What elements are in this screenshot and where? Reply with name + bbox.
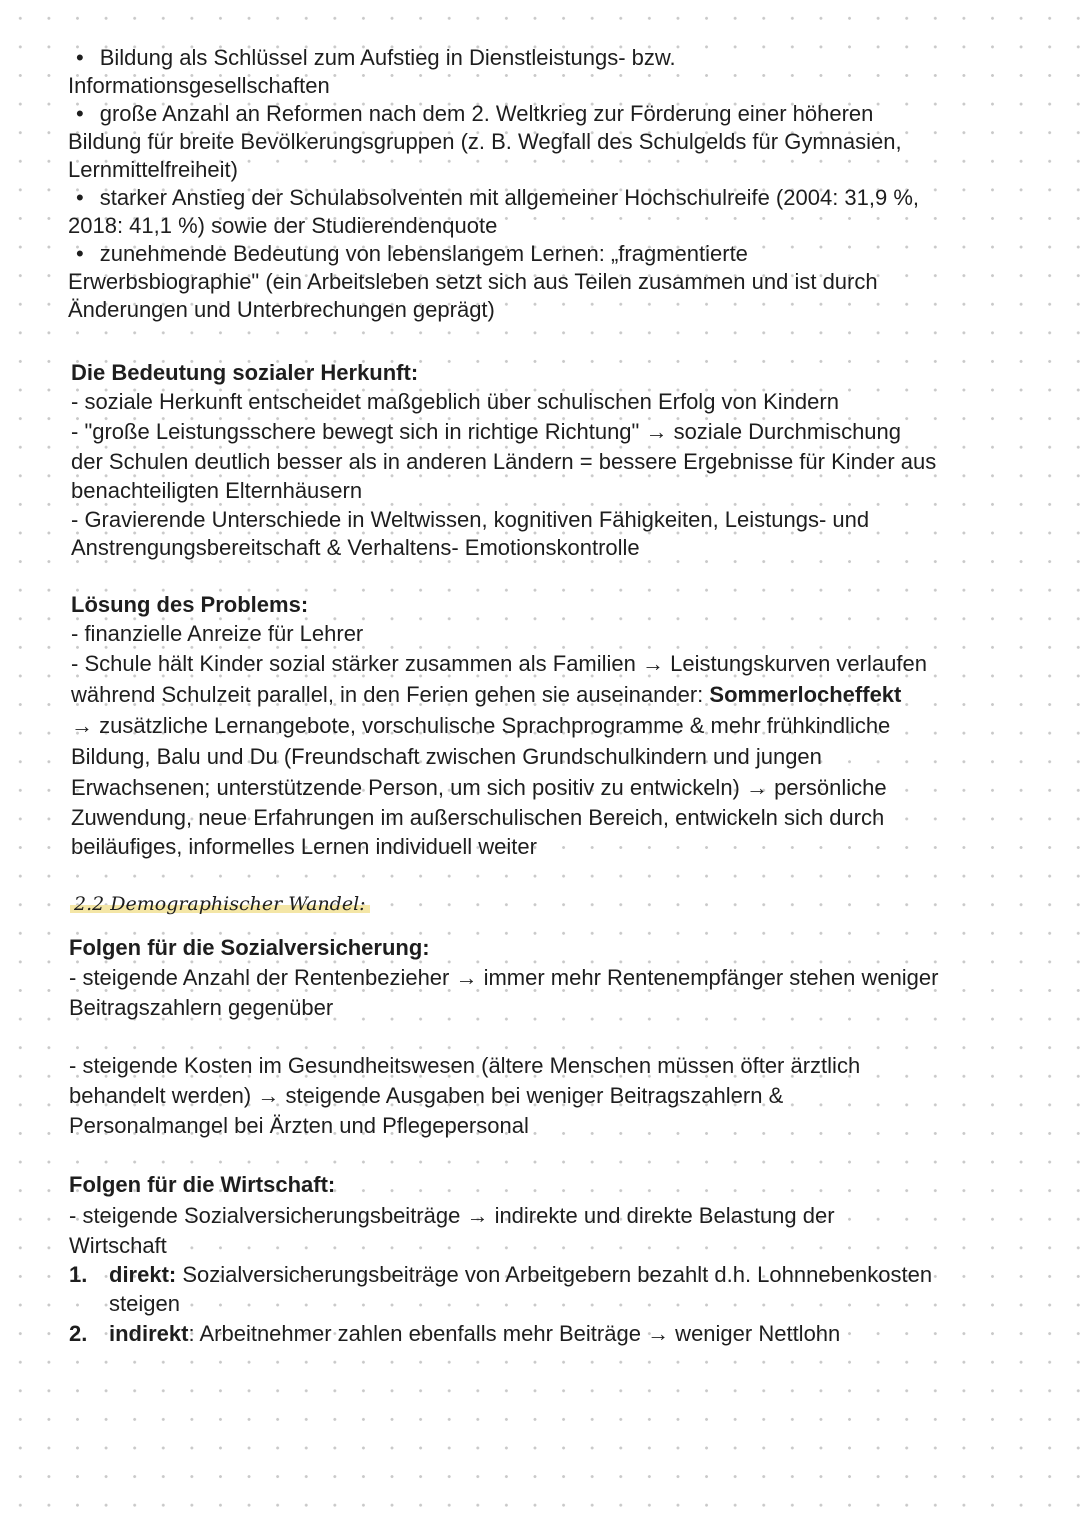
wirtschaft-line-1: - steigende Sozialversicherungsbeiträge → indirekte und direkte Belastung der — [69, 1203, 835, 1228]
bullet-1-line-1 — [76, 44, 676, 72]
loesung-heading: Lösung des Problems: — [71, 592, 309, 617]
bullet-1-line-2: Informationsgesellschaften — [68, 73, 330, 98]
wirtschaft-item-1-text: Sozialversicherungsbeiträge von Arbeitgebern bezahlt d.h. Lohnnebenkosten — [176, 1262, 933, 1287]
wirtschaft-item-1-label: direkt: — [109, 1262, 177, 1287]
sozialversicherung-p1-line-2: Beitragszahlern gegenüber — [69, 995, 334, 1020]
list-number-1: 1. — [69, 1262, 88, 1287]
bullet-marker: • — [76, 101, 84, 126]
bullet-3-line-2: 2018: 41,1 %) sowie der Studierendenquote — [68, 213, 498, 238]
loesung-line-5: Bildung, Balu und Du (Freundschaft zwischen Grundschulkindern und jungen — [71, 744, 822, 769]
bullet-2-line-3: Lernmittelfreiheit) — [68, 157, 238, 182]
bullet-marker: • — [76, 185, 84, 210]
herkunft-line-3: der Schulen deutlich besser als in anderen Ländern = bessere Ergebnisse für Kinder aus — [71, 449, 937, 474]
bullet-2-line-2: Bildung für breite Bevölkerungsgruppen (z. B. Wegfall des Schulgelds für Gymnasien, — [68, 129, 902, 154]
bullet-2-text: große Anzahl an Reformen nach dem 2. Weltkrieg zur Förderung einer höheren — [99, 101, 874, 126]
section-title-text: 2.2 Demographischer Wandel: — [70, 893, 370, 915]
wirtschaft-item-1 — [109, 1261, 932, 1289]
herkunft-line-1: - soziale Herkunft entscheidet maßgeblich über schulischen Erfolg von Kindern — [71, 389, 839, 414]
sozialversicherung-p2-line-1: - steigende Kosten im Gesundheitswesen (ältere Menschen müssen öfter ärztlich — [69, 1053, 861, 1078]
sozialversicherung-heading: Folgen für die Sozialversicherung: — [69, 935, 430, 960]
bullet-3-line-1 — [76, 184, 919, 212]
section-title — [70, 893, 370, 915]
loesung-line-3-text: während Schulzeit parallel, in den Ferien gehen sie auseinander: — [71, 682, 710, 707]
wirtschaft-item-2-label: indirekt — [109, 1321, 189, 1346]
bullet-4-line-3: Änderungen und Unterbrechungen geprägt) — [68, 297, 495, 322]
bullet-3-text: starker Anstieg der Schulabsolventen mit allgemeiner Hochschulreife (2004: 31,9 %, — [99, 185, 920, 210]
bullet-marker: • — [76, 241, 84, 266]
wirtschaft-heading: Folgen für die Wirtschaft: — [69, 1172, 336, 1197]
loesung-line-8: beiläufiges, informelles Lernen individuell weiter — [71, 834, 537, 859]
loesung-line-3 — [71, 681, 901, 709]
loesung-line-6: Erwachsenen; unterstützende Person, um sich positiv zu entwickeln) → persönliche — [71, 775, 887, 800]
loesung-line-7: Zuwendung, neue Erfahrungen im außerschulischen Bereich, entwickeln sich durch — [71, 805, 885, 830]
list-number-2: 2. — [69, 1321, 88, 1346]
herkunft-line-2: - "große Leistungsschere bewegt sich in richtige Richtung" → soziale Durchmischung — [71, 419, 902, 444]
sozialversicherung-p2-line-2: behandelt werden) → steigende Ausgaben bei weniger Beitragszahlern & — [69, 1083, 784, 1108]
loesung-line-1: - finanzielle Anreize für Lehrer — [71, 621, 364, 646]
herkunft-heading: Die Bedeutung sozialer Herkunft: — [71, 360, 419, 385]
bullet-2-line-1 — [76, 100, 873, 128]
herkunft-line-4: benachteiligten Elternhäusern — [71, 478, 363, 503]
sozialversicherung-p1-line-1: - steigende Anzahl der Rentenbezieher → immer mehr Rentenempfänger stehen weniger — [69, 965, 939, 990]
bullet-marker: • — [76, 45, 84, 70]
wirtschaft-item-2 — [109, 1320, 840, 1348]
herkunft-line-6: Anstrengungsbereitschaft & Verhaltens- Emotionskontrolle — [71, 535, 640, 560]
bullet-4-text: zunehmende Bedeutung von lebenslangem Lernen: „fragmentierte — [99, 241, 748, 266]
wirtschaft-line-2: Wirtschaft — [69, 1233, 167, 1258]
wirtschaft-item-2-text: : Arbeitnehmer zahlen ebenfalls mehr Beiträge → weniger Nettlohn — [188, 1321, 841, 1346]
bullet-4-line-1 — [76, 240, 748, 268]
loesung-line-2: - Schule hält Kinder sozial stärker zusammen als Familien → Leistungskurven verlaufen — [71, 651, 927, 676]
bullet-4-line-2: Erwerbsbiographie" (ein Arbeitsleben setzt sich aus Teilen zusammen und ist durch — [68, 269, 878, 294]
wirtschaft-item-1-line-2: steigen — [109, 1291, 180, 1316]
bullet-1-text: Bildung als Schlüssel zum Aufstieg in Dienstleistungs- bzw. — [99, 45, 676, 70]
loesung-line-4: → zusätzliche Lernangebote, vorschulische Sprachprogramme & mehr frühkindliche — [71, 713, 891, 738]
sozialversicherung-p2-line-3: Personalmangel bei Ärzten und Pflegepersonal — [69, 1113, 529, 1138]
sommerlocheffekt-term: Sommerlocheffekt — [709, 682, 902, 707]
herkunft-line-5: - Gravierende Unterschiede in Weltwissen, kognitiven Fähigkeiten, Leistungs- und — [71, 507, 870, 532]
